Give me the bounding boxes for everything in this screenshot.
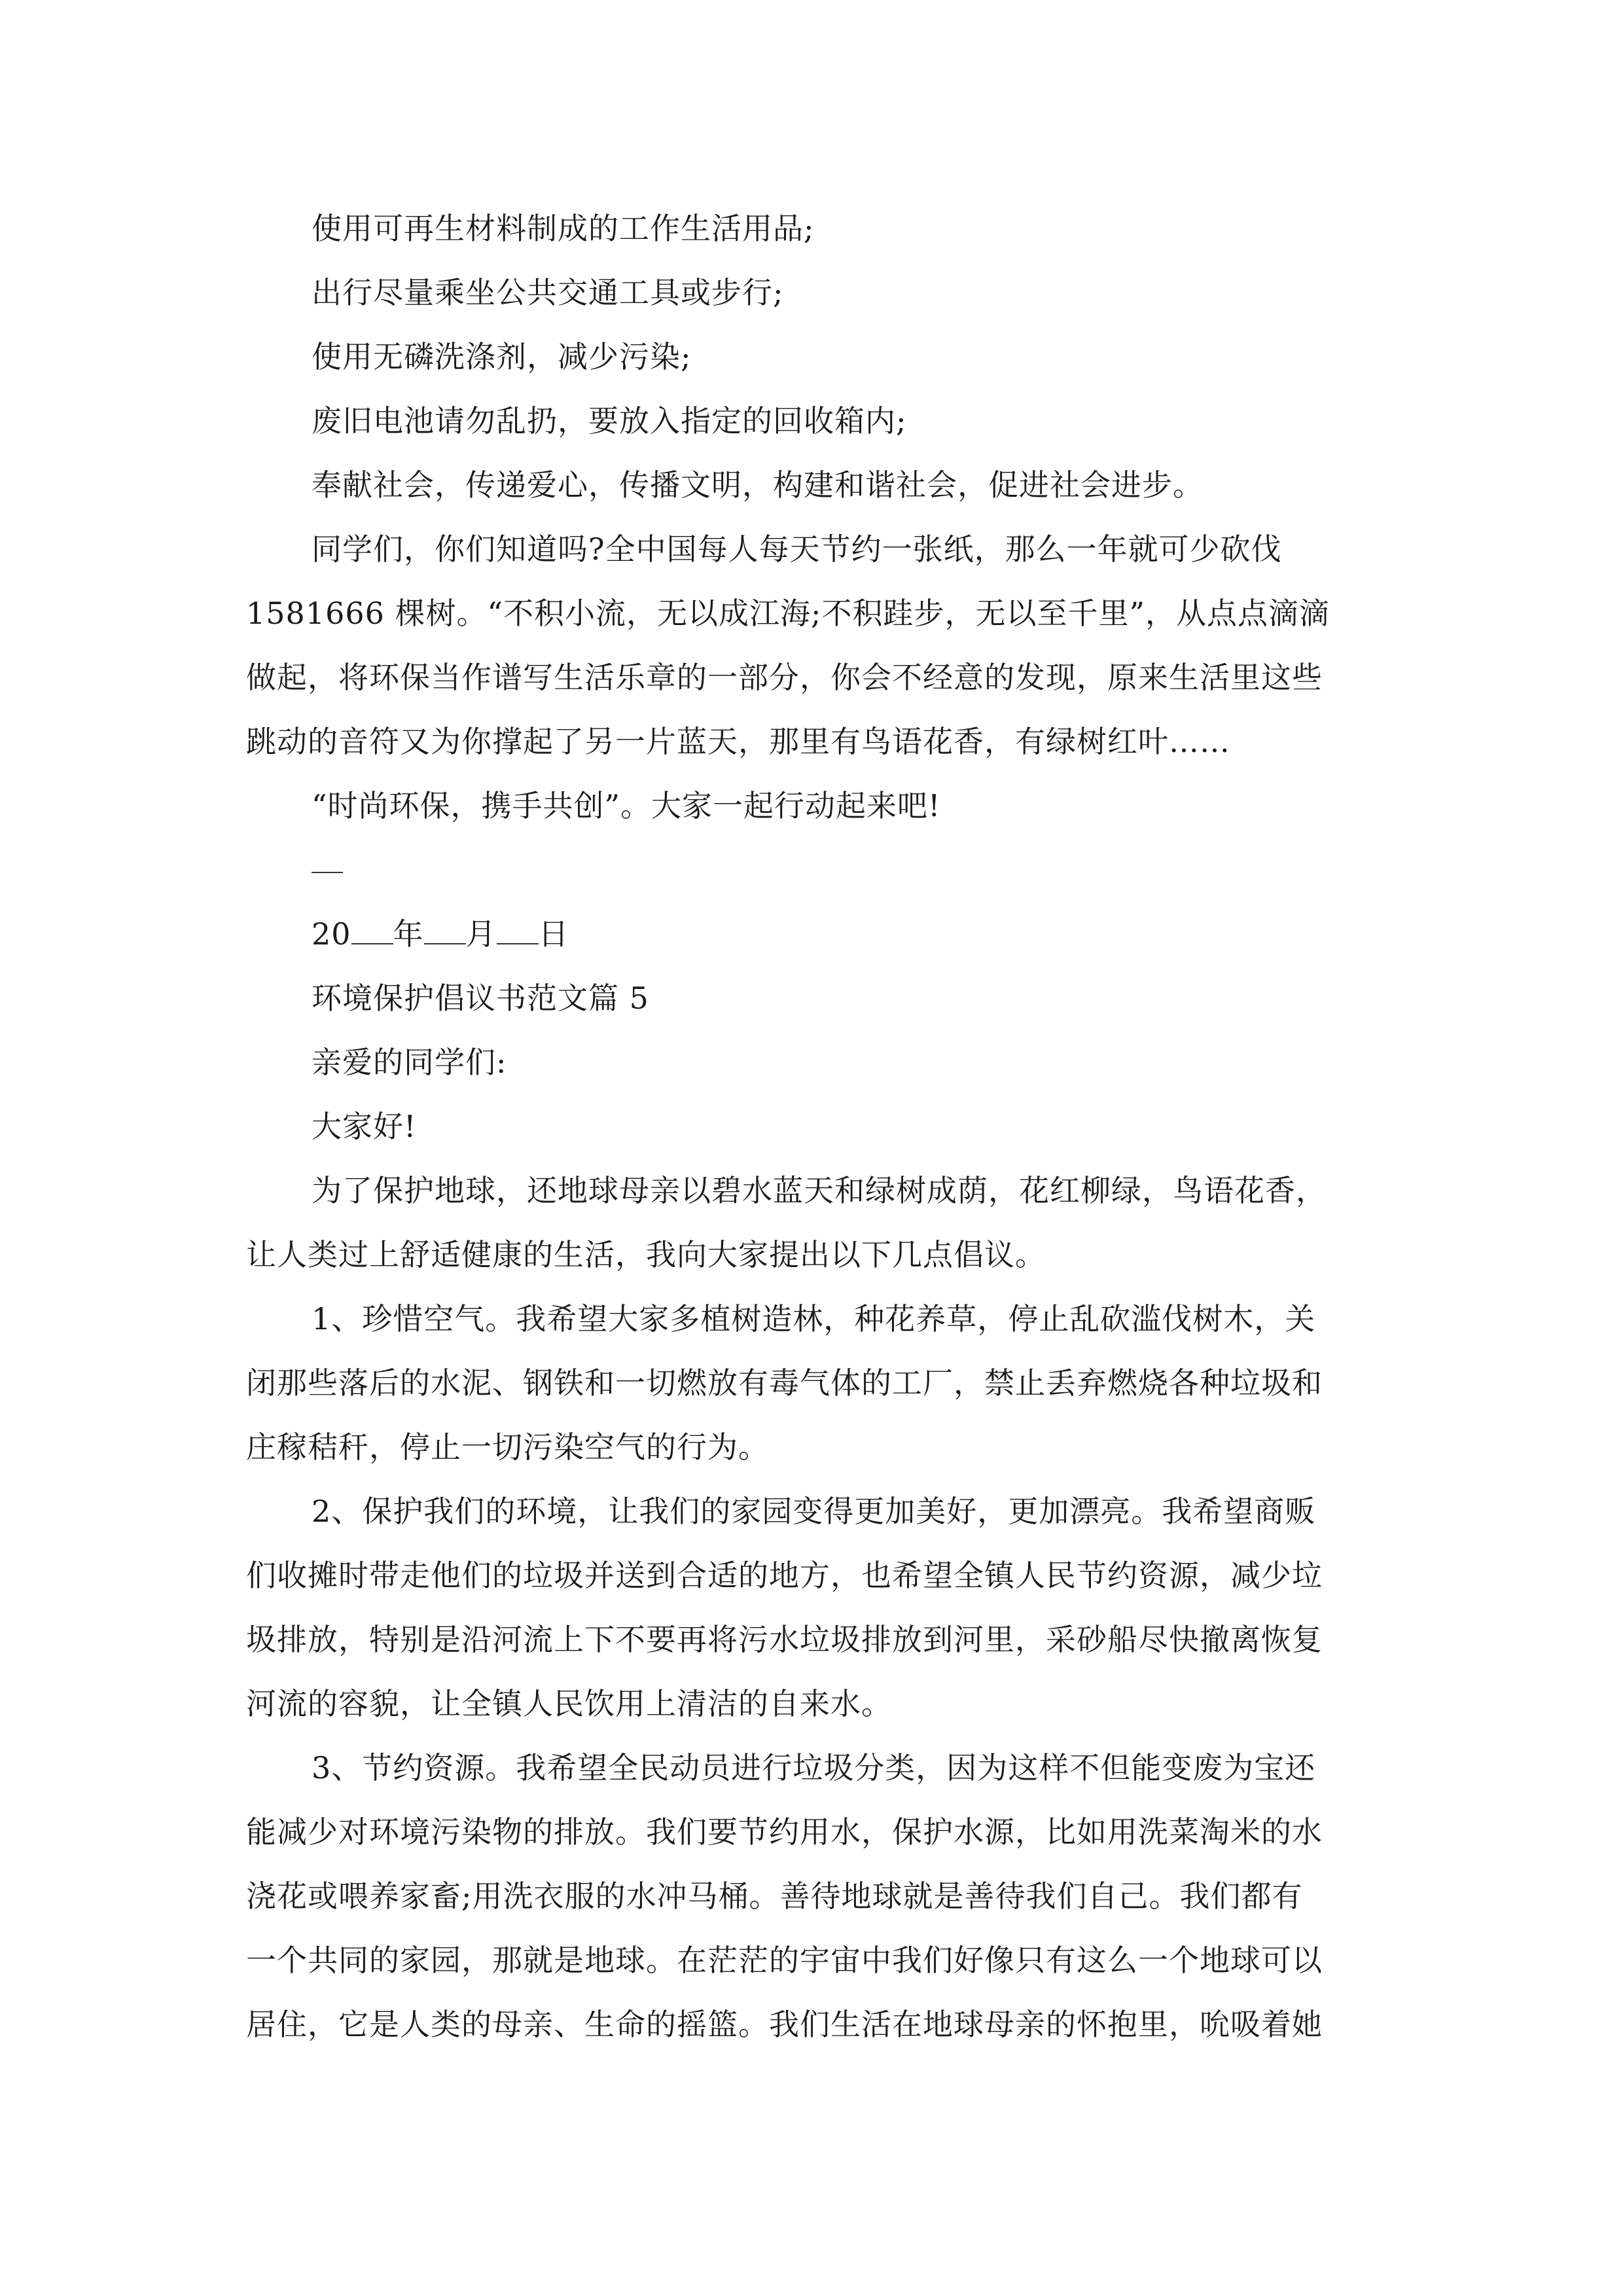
paragraph-line: 圾排放，特别是沿河流上下不要再将污水垃圾排放到河里，采砂船尽快撤离恢复 [246, 1622, 1323, 1657]
paragraph-line: 闭那些落后的水泥、钢铁和一切燃放有毒气体的工厂，禁止丢弃燃烧各种垃圾和 [246, 1365, 1323, 1401]
list-item: 使用可再生材料制成的工作生活用品; [312, 211, 815, 246]
paragraph-line: 们收摊时带走他们的垃圾并送到合适的地方，也希望全镇人民节约资源，减少垃 [246, 1558, 1323, 1593]
paragraph-line: 1581666 棵树。“不积小流，无以成江海;不积跬步，无以至千里”，从点点滴滴 [246, 596, 1330, 631]
paragraph-line: 河流的容貌，让全镇人民饮用上清洁的自来水。 [246, 1686, 892, 1721]
list-item: 出行尽量乘坐公共交通工具或步行; [312, 275, 784, 310]
paragraph-line: 同学们，你们知道吗?全中国每人每天节约一张纸，那么一年就可少砍伐 [312, 531, 1282, 567]
date-line [246, 902, 1382, 966]
hello-line: 大家好! [312, 1109, 417, 1144]
paragraph-line: 浇花或喂养家畜;用洗衣服的水冲马桶。善待地球就是善待我们自己。我们都有 [246, 1878, 1303, 1914]
greeting: 亲爱的同学们: [312, 1045, 507, 1080]
paragraph-line: 1、珍惜空气。我希望大家多植树造林，种花养草，停止乱砍滥伐树木，关 [312, 1301, 1316, 1336]
paragraph-line: 能减少对环境污染物的排放。我们要节约用水，保护水源，比如用洗菜淘米的水 [246, 1814, 1323, 1850]
paragraph-line: 居住，它是人类的母亲、生命的摇篮。我们生活在地球母亲的怀抱里，吮吸着她 [246, 2007, 1323, 2042]
list-item: 使用无磷洗涤剂，减少污染; [312, 339, 692, 374]
document-page [246, 196, 1382, 2056]
paragraph-line: 跳动的音符又为你撑起了另一片蓝天，那里有鸟语花香，有绿树红叶…… [246, 724, 1230, 759]
date-day-blank [497, 918, 539, 944]
paragraph-line: 一个共同的家园，那就是地球。在茫茫的宇宙中我们好像只有这么一个地球可以 [246, 1943, 1323, 1978]
slogan-line: “时尚环保，携手共创”。大家一起行动起来吧! [312, 788, 941, 823]
signature-blank [312, 872, 343, 873]
paragraph-line: 做起，将环保当作谱写生活乐章的一部分，你会不经意的发现，原来生活里这些 [246, 660, 1323, 695]
section-title: 环境保护倡议书范文篇 5 [312, 980, 649, 1016]
date-month-label: 月 [465, 916, 497, 952]
paragraph-line: 为了保护地球，还地球母亲以碧水蓝天和绿树成荫，花红柳绿，鸟语花香， [312, 1173, 1327, 1208]
paragraph-line: 让人类过上舒适健康的生活，我向大家提出以下几点倡议。 [246, 1237, 1046, 1272]
date-year-blank [351, 918, 393, 944]
signature-line [246, 838, 1382, 902]
list-item: 废旧电池请勿乱扔，要放入指定的回收箱内; [312, 403, 907, 439]
paragraph-line: 2、保护我们的环境，让我们的家园变得更加美好，更加漂亮。我希望商贩 [312, 1494, 1316, 1529]
paragraph-line: 3、节约资源。我希望全民动员进行垃圾分类，因为这样不但能变废为宝还 [312, 1750, 1316, 1785]
date-year-prefix: 20 [312, 916, 351, 952]
date-year-label: 年 [393, 916, 424, 952]
paragraph-line: 庄稼秸秆，停止一切污染空气的行为。 [246, 1429, 769, 1465]
list-item: 奉献社会，传递爱心，传播文明，构建和谐社会，促进社会进步。 [312, 467, 1204, 503]
date-day-label: 日 [538, 916, 569, 952]
date-month-blank [424, 918, 466, 944]
